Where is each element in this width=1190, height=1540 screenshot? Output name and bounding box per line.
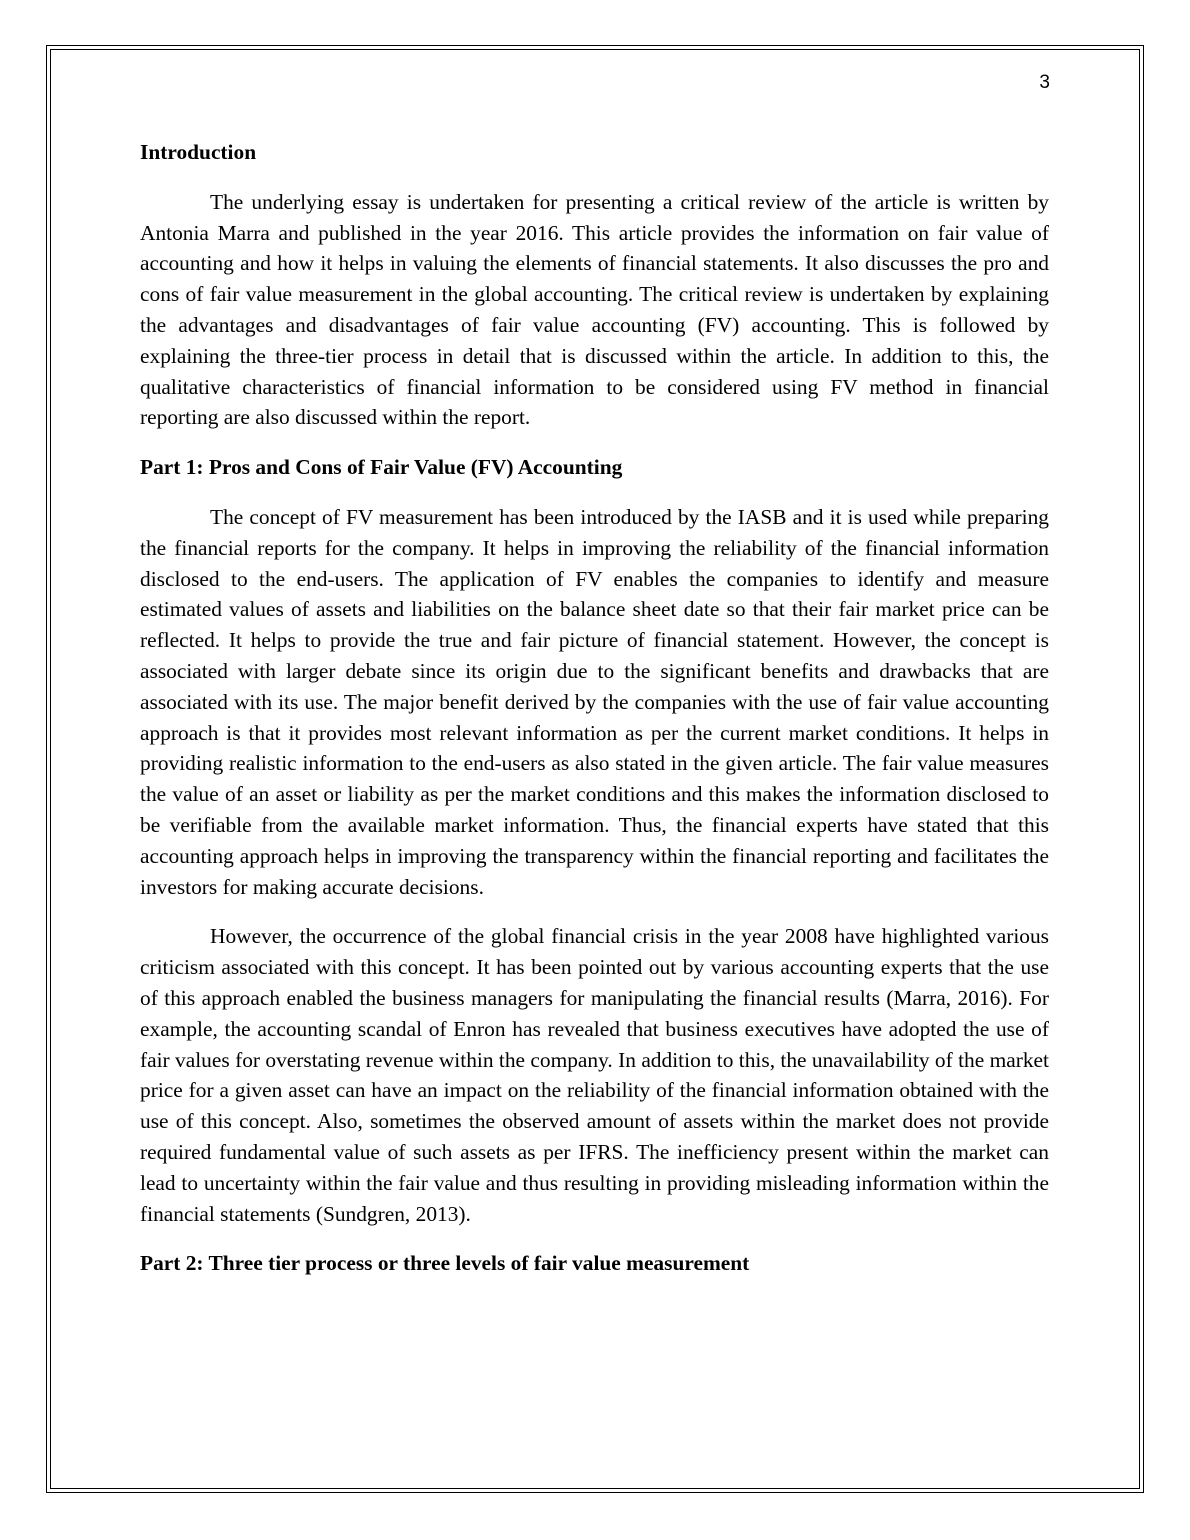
page-number: 3 — [1039, 72, 1050, 93]
section-heading-introduction: Introduction — [140, 140, 257, 164]
section-heading-part-1: Part 1: Pros and Cons of Fair Value (FV) Accounting — [140, 455, 623, 480]
paragraph-part-1-pros: The concept of FV measurement has been introduced by the IASB and it is used while preparing the financial reports for the company. It helps in improving the reliability of the financial information disclosed to the end-users. The application of FV enables the companies to identify and measure estimated values of assets and liabilities on the balance sheet date so that their fair market price can be reflected. It helps to provide the true and fair picture of financial statement. However, the concept is associated with larger debate since its origin due to the significant benefits and drawbacks that are associated with its use. The major benefit derived by the companies with the use of fair value accounting approach is that it provides most relevant information as per the current market conditions. It helps in providing realistic information to the end-users as also stated in the given article. The fair value measures the value of an asset or liability as per the market conditions and this makes the information disclosed to be verifiable from the available market information. Thus, the financial experts have stated that this accounting approach helps in improving the transparency within the financial reporting and facilitates the investors for making accurate decisions. — [140, 504, 1049, 899]
section-heading-part-2: Part 2: Three tier process or three levels of fair value measurement — [140, 1251, 750, 1276]
document-body — [140, 137, 1049, 1298]
paragraph-introduction: The underlying essay is undertaken for presenting a critical review of the article is written by Antonia Marra and published in the year 2016. This article provides the information on fair value of accounting and how it helps in valuing the elements of financial statements. It also discusses the pro and cons of fair value measurement in the global accounting. The critical review is undertaken by explaining the advantages and disadvantages of fair value accounting (FV) accounting. This is followed by explaining the three-tier process in detail that is discussed within the article. In addition to this, the qualitative characteristics of financial information to be considered using FV method in financial reporting are also discussed within the report. — [140, 189, 1049, 430]
paragraph-part-1-cons: However, the occurrence of the global financial crisis in the year 2008 have highlighted various criticism associated with this concept. It has been pointed out by various accounting experts that the use of this approach enabled the business managers for manipulating the financial results (Marra, 2016). For example, the accounting scandal of Enron has revealed that business executives have adopted the use of fair values for overstating revenue within the company. In addition to this, the unavailability of the market price for a given asset can have an impact on the reliability of the financial information obtained with the use of this concept. Also, sometimes the observed amount of assets within the market does not provide required fundamental value of such assets as per IFRS. The inefficiency present within the market can lead to uncertainty within the fair value and thus resulting in providing misleading information within the financial statements (Sundgren, 2013). — [140, 924, 1049, 1226]
